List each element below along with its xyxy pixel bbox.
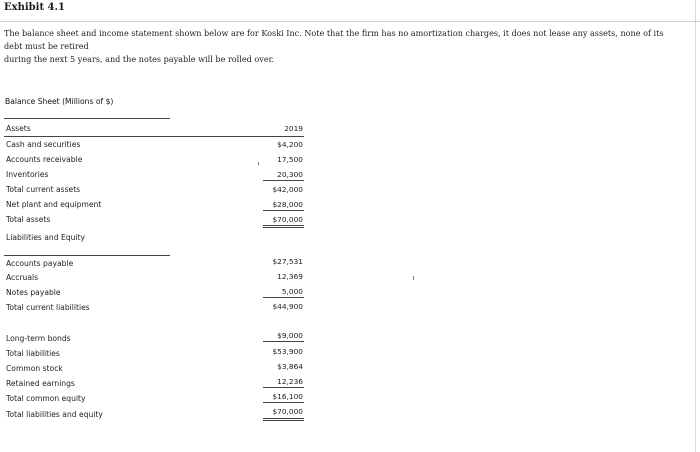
asset-label: Total current assets (6, 185, 81, 194)
equity-value: $16,100 (272, 392, 303, 401)
asset-label: Accounts receivable (6, 155, 83, 164)
equity-label: Long-term bonds (6, 334, 71, 343)
page-edge (695, 0, 696, 452)
total-rule-1 (263, 225, 304, 226)
liability-label: Total current liabilities (6, 303, 90, 312)
liability-label: Notes payable (6, 288, 61, 297)
liability-value: $44,900 (272, 302, 303, 311)
equity-label: Common stock (6, 364, 63, 373)
year-header: 2019 (284, 124, 303, 133)
equity-value: $3,864 (277, 362, 303, 371)
equity-label: Total common equity (6, 394, 86, 403)
liability-label: Accounts payable (6, 259, 74, 268)
total-rule-2 (263, 227, 304, 228)
equity-value: $70,000 (272, 407, 303, 416)
intro-line-1: The balance sheet and income statement shown below are for Koski Inc. Note that the firm has no amortization charges, it does not lease any assets, none of its debt must be retired (4, 28, 664, 51)
header-rule (0, 21, 700, 22)
subtotal-rule (263, 387, 304, 388)
equity-value: $9,000 (277, 331, 303, 340)
header-rule-bottom (4, 136, 304, 137)
subtotal-rule (263, 210, 304, 211)
subtotal-rule (263, 402, 304, 403)
asset-label: Net plant and equipment (6, 200, 102, 209)
scan-mark (258, 162, 259, 165)
subtotal-rule (263, 341, 304, 342)
equity-label: Total liabilities and equity (6, 410, 103, 419)
assets-header: Assets (6, 124, 31, 133)
exhibit-title: Exhibit 4.1 (4, 2, 65, 13)
equity-label: Retained earnings (6, 379, 75, 388)
asset-value: 20,300 (277, 170, 303, 179)
asset-label: Cash and securities (6, 140, 81, 149)
intro-paragraph (4, 27, 684, 66)
total-rule-1 (263, 418, 304, 419)
liability-value: $27,531 (272, 257, 303, 266)
section-rule (4, 255, 170, 256)
asset-value: $4,200 (277, 140, 303, 149)
asset-label: Inventories (6, 170, 49, 179)
asset-label: Total assets (6, 215, 51, 224)
equity-value: $53,900 (272, 347, 303, 356)
balance-sheet-title: Balance Sheet (Millions of $) (5, 97, 114, 106)
subtotal-rule (263, 297, 304, 298)
intro-line-2: during the next 5 years, and the notes payable will be rolled over. (4, 54, 275, 64)
asset-value: $70,000 (272, 215, 303, 224)
liability-label: Accruals (6, 273, 39, 282)
equity-value: 12,236 (277, 377, 303, 386)
header-rule-top (4, 118, 170, 119)
subtotal-rule (263, 180, 304, 181)
asset-value: $42,000 (272, 185, 303, 194)
scan-mark (413, 276, 414, 280)
liabilities-header: Liabilities and Equity (6, 233, 85, 242)
asset-value: 17,500 (277, 155, 303, 164)
total-rule-2 (263, 420, 304, 421)
asset-value: $28,000 (272, 200, 303, 209)
liability-value: 5,000 (281, 287, 303, 296)
liability-value: 12,369 (277, 272, 303, 281)
equity-label: Total liabilities (6, 349, 60, 358)
